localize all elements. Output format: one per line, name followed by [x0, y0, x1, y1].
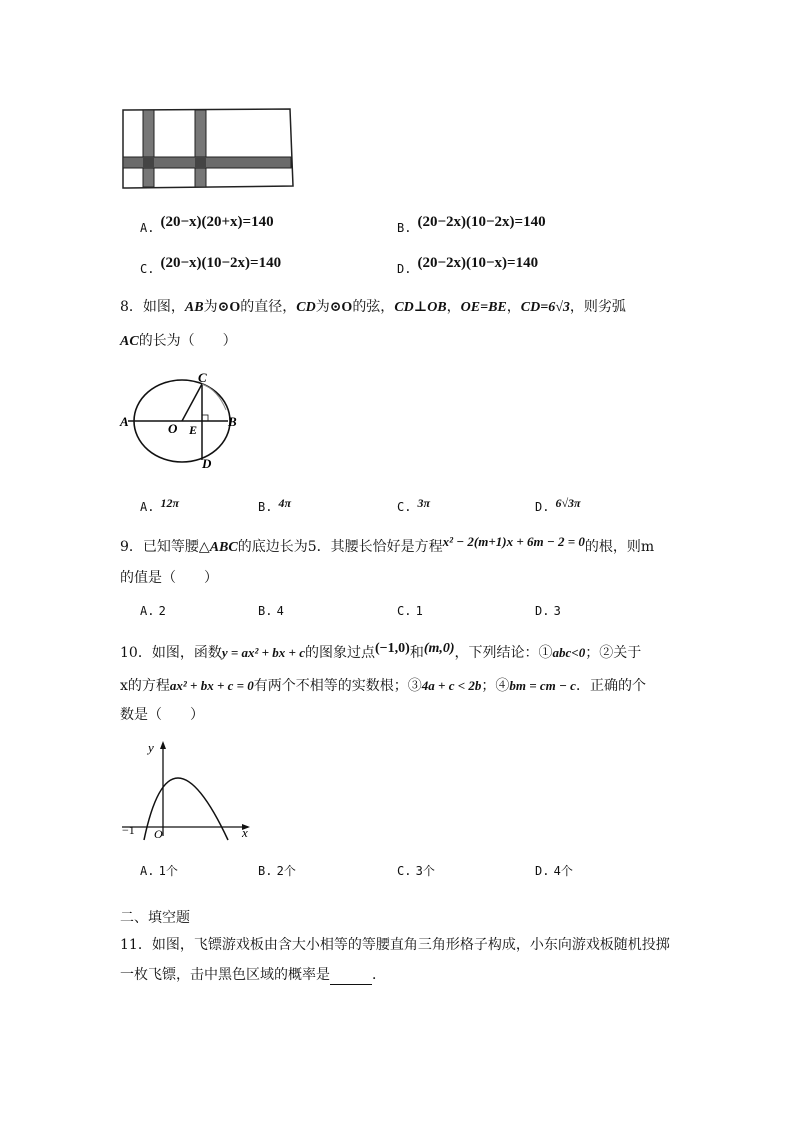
q7-option-d[interactable]: D. (20−2x)(10−x)=140	[397, 255, 539, 276]
q8-option-b[interactable]: B. 4π	[258, 496, 292, 514]
q9-option-b[interactable]: B. 4	[258, 604, 284, 618]
circle-figure	[118, 370, 248, 472]
label-neg1: −1	[122, 823, 135, 837]
q11-stem-line2: 一枚飞镖，击中黑色区域的概率是 ．	[120, 967, 386, 983]
q7-option-b[interactable]: B. (20−2x)(10−2x)=140	[397, 214, 546, 235]
label-b: B	[228, 414, 237, 429]
q10-stem-line2: x的方程ax² + bx + c = 0有两个不相等的实数根；③4a + c < 2b；④bm = cm − c．正确的个	[120, 678, 646, 694]
label-c: C	[198, 370, 207, 385]
q10-option-a[interactable]: A. 1个	[140, 864, 178, 878]
q9-option-d[interactable]: D. 3	[535, 604, 561, 618]
q8-option-a[interactable]: A. 12π	[140, 496, 180, 514]
label-d: D	[202, 456, 212, 471]
answer-blank[interactable]	[330, 970, 372, 985]
q8-stem-line1: 8．如图，AB为⊙O的直径，CD为⊙O的弦，CD⊥OB，OE=BE，CD=6√3，则劣弧	[120, 299, 626, 315]
q10-stem-line1: 10．如图，函数y = ax² + bx + c的图象过点(−1,0)和(m,0)，下列结论：①abc<0；②关于	[120, 641, 642, 661]
q9-option-c[interactable]: C. 1	[397, 604, 423, 618]
q10-stem-line3: 数是（ ）	[120, 707, 204, 723]
section-title: 二、填空题	[120, 910, 190, 926]
label-o: O	[168, 421, 178, 436]
q8-option-c[interactable]: C. 3π	[397, 496, 431, 514]
q9-option-a[interactable]: A. 2	[140, 604, 166, 618]
road-rectangle-figure	[120, 106, 296, 192]
q7-option-a[interactable]: A. (20−x)(20+x)=140	[140, 214, 274, 235]
q8-stem-line2: AC的长为（ ）	[120, 333, 237, 349]
q10-option-b[interactable]: B. 2个	[258, 864, 296, 878]
label-a: A	[120, 414, 129, 429]
parabola-figure	[118, 736, 258, 842]
label-y-axis: y	[148, 740, 154, 755]
label-x-axis: x	[242, 825, 248, 840]
label-e: E	[189, 423, 198, 437]
q8-option-d[interactable]: D. 6√3π	[535, 496, 581, 514]
q10-option-c[interactable]: C. 3个	[397, 864, 435, 878]
label-origin: O	[154, 827, 163, 841]
q11-stem-line1: 11．如图，飞镖游戏板由含大小相等的等腰直角三角形格子构成，小东向游戏板随机投掷	[120, 937, 670, 953]
q10-option-d[interactable]: D. 4个	[535, 864, 573, 878]
q9-stem-line1: 9．已知等腰△ABC的底边长为5．其腰长恰好是方程x² − 2(m+1)x + 6m − 2 = 0的根，则m	[120, 534, 655, 555]
q9-stem-line2: 的值是（ ）	[120, 570, 218, 586]
q7-option-c[interactable]: C. (20−x)(10−2x)=140	[140, 255, 282, 276]
